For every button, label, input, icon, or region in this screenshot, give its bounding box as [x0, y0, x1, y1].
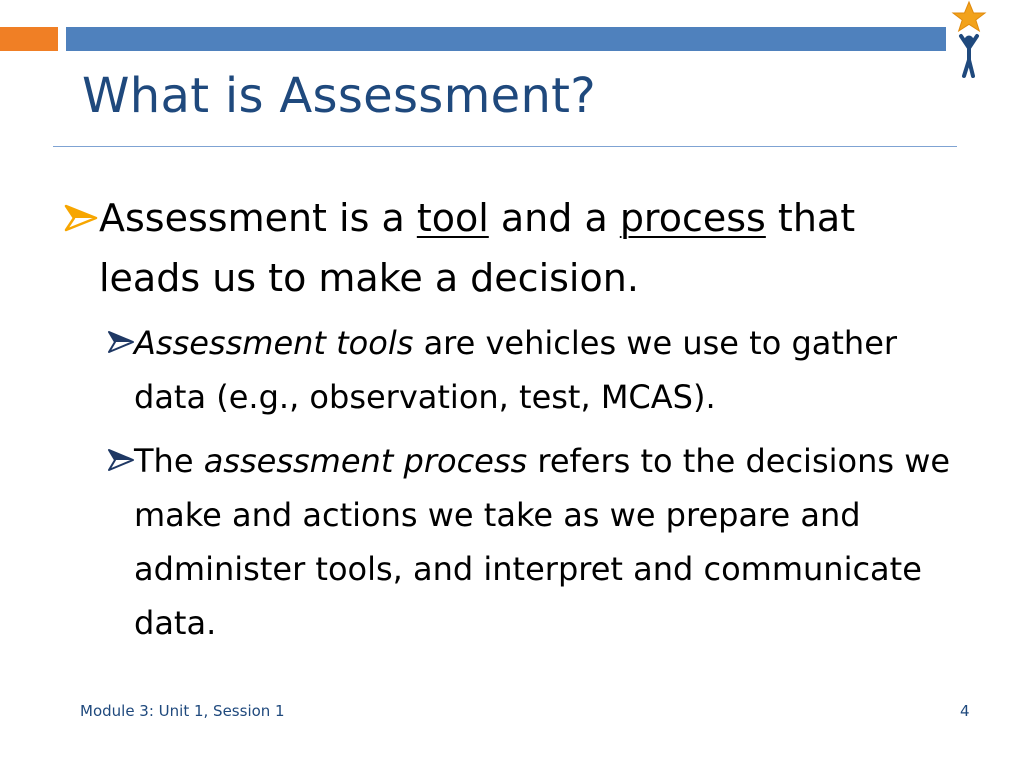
title-divider — [53, 146, 957, 147]
bullet-main-tool: tool — [416, 196, 489, 240]
navy-arrow-bullet-icon — [107, 448, 135, 472]
bullet-main-text-2: and a — [488, 196, 620, 240]
slide-body — [64, 188, 964, 650]
navy-arrow-bullet-icon — [107, 330, 135, 354]
bullet-sub-1-italic: Assessment tools — [134, 324, 414, 362]
slide-title: What is Assessment? — [82, 68, 597, 124]
bullet-main-process: process — [619, 196, 766, 240]
bullet-main-text-3: that leads us to make a decision. — [99, 196, 856, 300]
bullet-sub-1 — [107, 316, 964, 424]
bullet-main — [64, 188, 964, 308]
bullet-sub-2 — [107, 434, 964, 650]
top-accent-blue-bar — [66, 27, 946, 51]
bullet-sub-1-text: are vehicles we use to gather data (e.g., observation, test, MCAS). — [134, 324, 898, 416]
footer-module-label: Module 3: Unit 1, Session 1 — [80, 702, 285, 720]
bullet-sub-2-text: refers to the decisions we make and actions we take as we prepare and administer tools, and interpret and communicate data. — [134, 442, 951, 642]
orange-arrow-bullet-icon — [64, 204, 98, 232]
bullet-sub-2-pre: The — [134, 442, 204, 480]
star-figure-logo-icon — [944, 0, 994, 80]
bullet-main-text-1: Assessment is a — [99, 196, 417, 240]
bullet-sub-2-italic: assessment process — [203, 442, 528, 480]
footer-page-number: 4 — [960, 702, 970, 720]
top-accent-orange-bar — [0, 27, 58, 51]
